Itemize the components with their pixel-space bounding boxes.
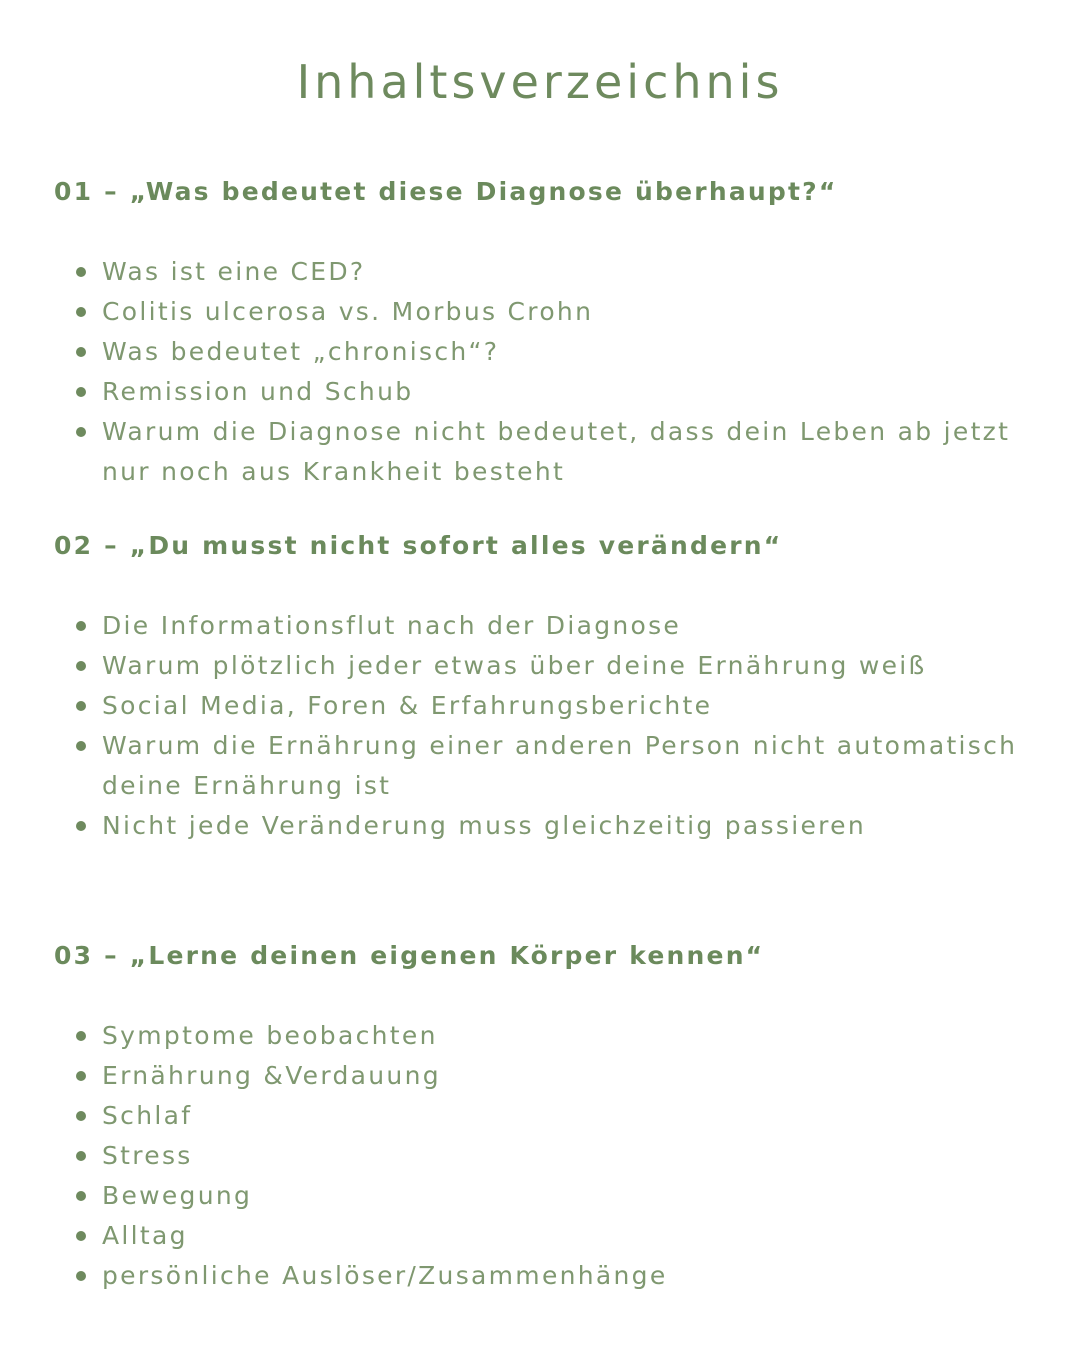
bullet-icon <box>76 661 86 671</box>
bullet-icon <box>76 1071 86 1081</box>
bullet-icon <box>76 267 86 277</box>
bullet-icon <box>76 1191 86 1201</box>
bullet-list <box>54 606 1034 846</box>
list-item-text: Was ist eine CED? <box>102 257 366 286</box>
list-item <box>54 1256 1022 1296</box>
list-item <box>54 1176 1022 1216</box>
list-item <box>54 1136 1022 1176</box>
list-item-text: Die Informationsflut nach der Diagnose <box>102 611 682 640</box>
list-item-text: Ernährung &Verdauung <box>102 1061 441 1090</box>
bullet-icon <box>76 701 86 711</box>
bullet-icon <box>76 1151 86 1161</box>
list-item <box>54 332 1022 372</box>
list-item <box>54 606 1022 646</box>
bullet-icon <box>76 1271 86 1281</box>
list-item <box>54 686 1022 726</box>
bullet-icon <box>76 347 86 357</box>
bullet-icon <box>76 1231 86 1241</box>
list-item <box>54 412 1022 492</box>
list-item-text: Was bedeutet „chronisch“? <box>102 337 500 366</box>
list-item-text: Warum plötzlich jeder etwas über deine Ernährung weiß <box>102 651 927 680</box>
bullet-icon <box>76 741 86 751</box>
bullet-icon <box>76 387 86 397</box>
list-item-text: Nicht jede Veränderung muss gleichzeitig passieren <box>102 811 866 840</box>
list-item-text: Warum die Ernährung einer anderen Person nicht automatisch deine Ernährung ist <box>102 731 1018 800</box>
section-heading: 01 – „Was bedeutet diese Diagnose überhaupt?“ <box>54 177 838 206</box>
bullet-icon <box>76 307 86 317</box>
list-item <box>54 646 1022 686</box>
list-item <box>54 726 1022 806</box>
list-item <box>54 292 1022 332</box>
section-heading: 03 – „Lerne deinen eigenen Körper kennen“ <box>54 941 765 970</box>
bullet-list <box>54 252 1034 492</box>
section-03 <box>54 936 1034 1296</box>
section-heading: 02 – „Du musst nicht sofort alles verändern“ <box>54 531 783 560</box>
list-item-text: Alltag <box>102 1221 188 1250</box>
list-item-text: Symptome beobachten <box>102 1021 438 1050</box>
list-item <box>54 806 1022 846</box>
list-item-text: persönliche Auslöser/Zusammenhänge <box>102 1261 668 1290</box>
list-item <box>54 1056 1022 1096</box>
section-01 <box>54 172 1034 492</box>
list-item-text: Warum die Diagnose nicht bedeutet, dass dein Leben ab jetzt nur noch aus Krankheit besteht <box>102 417 1011 486</box>
page-title: Inhaltsverzeichnis <box>296 55 784 109</box>
list-item <box>54 1016 1022 1056</box>
list-item <box>54 372 1022 412</box>
list-item-text: Colitis ulcerosa vs. Morbus Crohn <box>102 297 594 326</box>
bullet-icon <box>76 1031 86 1041</box>
bullet-icon <box>76 427 86 437</box>
bullet-icon <box>76 621 86 631</box>
section-02 <box>54 526 1034 846</box>
list-item-text: Bewegung <box>102 1181 253 1210</box>
list-item <box>54 1096 1022 1136</box>
list-item <box>54 1216 1022 1256</box>
list-item-text: Social Media, Foren & Erfahrungsberichte <box>102 691 713 720</box>
bullet-list <box>54 1016 1034 1296</box>
list-item-text: Schlaf <box>102 1101 193 1130</box>
list-item-text: Remission und Schub <box>102 377 414 406</box>
list-item-text: Stress <box>102 1141 193 1170</box>
bullet-icon <box>76 821 86 831</box>
bullet-icon <box>76 1111 86 1121</box>
list-item <box>54 252 1022 292</box>
